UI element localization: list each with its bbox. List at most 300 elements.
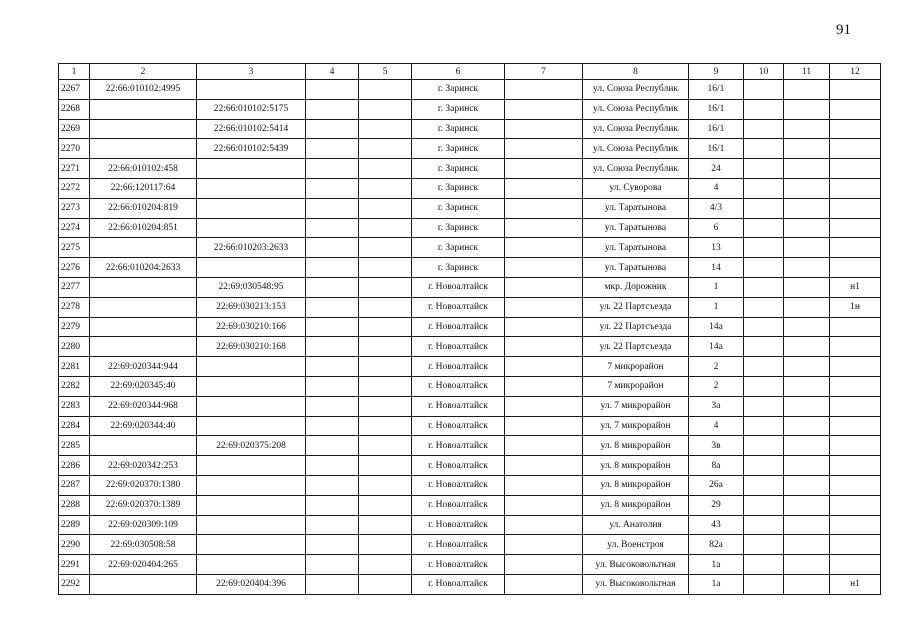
street-cell: ул. Союза Республик [583, 80, 689, 100]
row-number-cell: 2274 [59, 218, 90, 238]
cadastral-number-alt-cell [197, 495, 306, 515]
empty-cell [784, 376, 830, 396]
empty-cell [359, 159, 412, 179]
cadastral-number-cell [90, 99, 197, 119]
column-header: 2 [90, 64, 197, 80]
house-number-cell: 82а [689, 535, 744, 555]
empty-cell [306, 218, 359, 238]
row-number-cell: 2290 [59, 535, 90, 555]
city-cell: г. Заринск [412, 119, 505, 139]
row-number-cell: 2280 [59, 337, 90, 357]
column-header: 7 [505, 64, 583, 80]
house-number-cell: 1 [689, 297, 744, 317]
empty-cell [784, 159, 830, 179]
empty-cell [359, 218, 412, 238]
column-header: 5 [359, 64, 412, 80]
cadastral-number-alt-cell: 22:66:010203:2633 [197, 238, 306, 258]
row-number-cell: 2288 [59, 495, 90, 515]
empty-cell [306, 178, 359, 198]
street-cell: 7 микрорайон [583, 376, 689, 396]
city-cell: г. Заринск [412, 218, 505, 238]
column-header: 11 [784, 64, 830, 80]
house-number-cell: 4/3 [689, 198, 744, 218]
cadastral-number-alt-cell: 22:69:020404:396 [197, 574, 306, 594]
row-number-cell: 2281 [59, 357, 90, 377]
cadastral-number-alt-cell: 22:69:020375:208 [197, 436, 306, 456]
street-cell: ул. 8 микрорайон [583, 436, 689, 456]
row-number-cell: 2279 [59, 317, 90, 337]
empty-cell [784, 297, 830, 317]
empty-cell [306, 416, 359, 436]
empty-cell [744, 555, 784, 575]
row-number-cell: 2270 [59, 139, 90, 159]
empty-cell [306, 535, 359, 555]
house-number-cell: 1а [689, 574, 744, 594]
cadastral-number-alt-cell [197, 535, 306, 555]
house-number-cell: 29 [689, 495, 744, 515]
empty-cell [784, 495, 830, 515]
city-cell: г. Заринск [412, 159, 505, 179]
cadastral-number-alt-cell [197, 515, 306, 535]
street-cell: ул. Таратынова [583, 198, 689, 218]
premises-note-cell [830, 218, 881, 238]
city-cell: г. Новоалтайск [412, 436, 505, 456]
empty-cell [744, 416, 784, 436]
empty-cell [359, 317, 412, 337]
column-header: 6 [412, 64, 505, 80]
premises-note-cell [830, 159, 881, 179]
cadastral-number-cell [90, 277, 197, 297]
cadastral-number-cell: 22:69:030508:58 [90, 535, 197, 555]
premises-note-cell [830, 456, 881, 476]
cadastral-number-cell: 22:69:020370:1380 [90, 475, 197, 495]
table-row [59, 337, 881, 357]
row-number-cell: 2292 [59, 574, 90, 594]
premises-note-cell [830, 198, 881, 218]
street-cell: ул. 22 Партсъезда [583, 317, 689, 337]
city-cell: г. Заринск [412, 198, 505, 218]
row-number-cell: 2269 [59, 119, 90, 139]
street-cell: мкр. Дорожник [583, 277, 689, 297]
row-number-cell: 2283 [59, 396, 90, 416]
cadastral-number-alt-cell [197, 396, 306, 416]
row-number-cell: 2271 [59, 159, 90, 179]
empty-cell [359, 396, 412, 416]
table-row [59, 436, 881, 456]
row-number-cell: 2276 [59, 258, 90, 278]
empty-cell [784, 475, 830, 495]
empty-cell [306, 139, 359, 159]
empty-cell [784, 396, 830, 416]
empty-cell [784, 80, 830, 100]
table-row [59, 238, 881, 258]
cadastral-number-cell: 22:66:010204:2633 [90, 258, 197, 278]
empty-cell [505, 555, 583, 575]
table-row [59, 139, 881, 159]
street-cell: ул. Суворова [583, 178, 689, 198]
empty-cell [306, 337, 359, 357]
empty-cell [359, 80, 412, 100]
cadastral-number-cell [90, 337, 197, 357]
premises-note-cell [830, 416, 881, 436]
city-cell: г. Новоалтайск [412, 574, 505, 594]
empty-cell [359, 297, 412, 317]
city-cell: г. Новоалтайск [412, 515, 505, 535]
house-number-cell: 2 [689, 357, 744, 377]
empty-cell [359, 475, 412, 495]
city-cell: г. Новоалтайск [412, 475, 505, 495]
cadastral-number-cell [90, 436, 197, 456]
cadastral-number-cell [90, 238, 197, 258]
premises-note-cell: н1 [830, 574, 881, 594]
table-row [59, 258, 881, 278]
table-row [59, 159, 881, 179]
city-cell: г. Заринск [412, 258, 505, 278]
cadastral-number-cell: 22:69:020370:1389 [90, 495, 197, 515]
empty-cell [784, 555, 830, 575]
cadastral-number-alt-cell [197, 456, 306, 476]
empty-cell [306, 277, 359, 297]
empty-cell [744, 396, 784, 416]
table-row [59, 515, 881, 535]
cadastral-number-cell [90, 119, 197, 139]
city-cell: г. Новоалтайск [412, 317, 505, 337]
cadastral-number-alt-cell: 22:69:030548:95 [197, 277, 306, 297]
house-number-cell: 1а [689, 555, 744, 575]
empty-cell [744, 297, 784, 317]
empty-cell [744, 535, 784, 555]
empty-cell [505, 139, 583, 159]
premises-note-cell [830, 80, 881, 100]
cadastral-number-cell: 22:66:010102:458 [90, 159, 197, 179]
table-row [59, 80, 881, 100]
premises-note-cell [830, 99, 881, 119]
city-cell: г. Заринск [412, 80, 505, 100]
empty-cell [784, 277, 830, 297]
street-cell: ул. Союза Республик [583, 159, 689, 179]
street-cell: ул. Союза Республик [583, 139, 689, 159]
empty-cell [505, 436, 583, 456]
cadastral-number-alt-cell [197, 198, 306, 218]
cadastral-number-cell [90, 297, 197, 317]
empty-cell [359, 198, 412, 218]
empty-cell [784, 218, 830, 238]
premises-note-cell [830, 337, 881, 357]
street-cell: ул. Союза Республик [583, 119, 689, 139]
table-row [59, 218, 881, 238]
street-cell: ул. Высоковольтная [583, 574, 689, 594]
cadastral-number-alt-cell [197, 159, 306, 179]
table-row [59, 178, 881, 198]
house-number-cell: 4 [689, 178, 744, 198]
empty-cell [505, 80, 583, 100]
street-cell: ул. Таратынова [583, 238, 689, 258]
empty-cell [784, 357, 830, 377]
empty-cell [359, 495, 412, 515]
premises-note-cell [830, 238, 881, 258]
empty-cell [784, 535, 830, 555]
empty-cell [359, 277, 412, 297]
row-number-cell: 2273 [59, 198, 90, 218]
empty-cell [306, 198, 359, 218]
empty-cell [784, 456, 830, 476]
empty-cell [784, 238, 830, 258]
cadastral-number-cell: 22:69:020344:968 [90, 396, 197, 416]
empty-cell [744, 238, 784, 258]
empty-cell [505, 238, 583, 258]
cadastral-number-cell: 22:66:010204:851 [90, 218, 197, 238]
city-cell: г. Новоалтайск [412, 297, 505, 317]
table-header-row [59, 64, 881, 80]
table-row [59, 495, 881, 515]
premises-note-cell [830, 376, 881, 396]
empty-cell [505, 515, 583, 535]
house-number-cell: 14а [689, 317, 744, 337]
table-row [59, 357, 881, 377]
house-number-cell: 26а [689, 475, 744, 495]
row-number-cell: 2275 [59, 238, 90, 258]
house-number-cell: 24 [689, 159, 744, 179]
row-number-cell: 2282 [59, 376, 90, 396]
empty-cell [744, 337, 784, 357]
house-number-cell: 6 [689, 218, 744, 238]
empty-cell [306, 495, 359, 515]
cadastral-number-cell: 22:69:020344:944 [90, 357, 197, 377]
cadastral-number-cell [90, 317, 197, 337]
empty-cell [359, 99, 412, 119]
premises-note-cell [830, 555, 881, 575]
house-number-cell: 43 [689, 515, 744, 535]
empty-cell [359, 515, 412, 535]
table-row [59, 555, 881, 575]
street-cell: ул. 22 Партсъезда [583, 337, 689, 357]
page-number: 91 [836, 22, 851, 38]
cadastral-number-cell: 22:66:010204:819 [90, 198, 197, 218]
house-number-cell: 3а [689, 396, 744, 416]
empty-cell [306, 357, 359, 377]
table-row [59, 99, 881, 119]
empty-cell [306, 436, 359, 456]
cadastral-number-cell: 22:69:020342:253 [90, 456, 197, 476]
empty-cell [505, 178, 583, 198]
premises-note-cell: н1 [830, 277, 881, 297]
city-cell: г. Заринск [412, 238, 505, 258]
premises-note-cell [830, 475, 881, 495]
empty-cell [505, 357, 583, 377]
row-number-cell: 2268 [59, 99, 90, 119]
cadastral-number-cell: 22:69:020344:40 [90, 416, 197, 436]
empty-cell [505, 119, 583, 139]
empty-cell [784, 574, 830, 594]
empty-cell [359, 456, 412, 476]
empty-cell [505, 99, 583, 119]
empty-cell [744, 376, 784, 396]
city-cell: г. Заринск [412, 178, 505, 198]
table-row [59, 456, 881, 476]
street-cell: ул. 7 микрорайон [583, 416, 689, 436]
empty-cell [505, 574, 583, 594]
empty-cell [505, 218, 583, 238]
empty-cell [359, 574, 412, 594]
row-number-cell: 2286 [59, 456, 90, 476]
house-number-cell: 16/1 [689, 119, 744, 139]
cadastral-number-alt-cell [197, 178, 306, 198]
cadastral-number-alt-cell: 22:66:010102:5439 [197, 139, 306, 159]
house-number-cell: 13 [689, 238, 744, 258]
city-cell: г. Новоалтайск [412, 495, 505, 515]
street-cell: ул. 8 микрорайон [583, 456, 689, 476]
empty-cell [359, 376, 412, 396]
cadastral-number-alt-cell [197, 357, 306, 377]
empty-cell [505, 258, 583, 278]
house-number-cell: 14а [689, 337, 744, 357]
cadastral-number-alt-cell [197, 218, 306, 238]
street-cell: ул. Таратынова [583, 218, 689, 238]
table-row [59, 475, 881, 495]
premises-note-cell [830, 495, 881, 515]
house-number-cell: 16/1 [689, 99, 744, 119]
empty-cell [505, 535, 583, 555]
empty-cell [306, 376, 359, 396]
city-cell: г. Новоалтайск [412, 555, 505, 575]
empty-cell [306, 258, 359, 278]
empty-cell [306, 119, 359, 139]
empty-cell [306, 396, 359, 416]
empty-cell [744, 277, 784, 297]
premises-note-cell: 1н [830, 297, 881, 317]
street-cell: ул. Анатолия [583, 515, 689, 535]
empty-cell [359, 436, 412, 456]
street-cell: ул. Таратынова [583, 258, 689, 278]
empty-cell [744, 80, 784, 100]
table-row [59, 317, 881, 337]
house-number-cell: 3в [689, 436, 744, 456]
empty-cell [744, 218, 784, 238]
empty-cell [306, 515, 359, 535]
empty-cell [359, 416, 412, 436]
empty-cell [744, 436, 784, 456]
cadastral-number-cell: 22:69:020309:109 [90, 515, 197, 535]
premises-note-cell [830, 436, 881, 456]
empty-cell [784, 139, 830, 159]
row-number-cell: 2284 [59, 416, 90, 436]
cadastral-number-cell: 22:69:020404:265 [90, 555, 197, 575]
empty-cell [744, 574, 784, 594]
house-number-cell: 14 [689, 258, 744, 278]
empty-cell [359, 238, 412, 258]
table-row [59, 277, 881, 297]
empty-cell [744, 198, 784, 218]
empty-cell [784, 436, 830, 456]
house-number-cell: 1 [689, 277, 744, 297]
empty-cell [505, 495, 583, 515]
registry-table [58, 63, 881, 595]
table-row [59, 376, 881, 396]
table-row [59, 119, 881, 139]
cadastral-number-alt-cell: 22:69:030210:168 [197, 337, 306, 357]
column-header: 3 [197, 64, 306, 80]
empty-cell [744, 317, 784, 337]
empty-cell [306, 317, 359, 337]
table-row [59, 416, 881, 436]
city-cell: г. Новоалтайск [412, 396, 505, 416]
empty-cell [505, 376, 583, 396]
city-cell: г. Новоалтайск [412, 456, 505, 476]
table-row [59, 535, 881, 555]
row-number-cell: 2278 [59, 297, 90, 317]
empty-cell [784, 416, 830, 436]
row-number-cell: 2285 [59, 436, 90, 456]
table-row [59, 297, 881, 317]
empty-cell [744, 119, 784, 139]
row-number-cell: 2289 [59, 515, 90, 535]
column-header: 4 [306, 64, 359, 80]
cadastral-number-cell: 22:66:120117:64 [90, 178, 197, 198]
street-cell: ул. Военстроя [583, 535, 689, 555]
row-number-cell: 2272 [59, 178, 90, 198]
cadastral-number-alt-cell: 22:66:010102:5175 [197, 99, 306, 119]
city-cell: г. Новоалтайск [412, 357, 505, 377]
table-row [59, 396, 881, 416]
premises-note-cell [830, 515, 881, 535]
empty-cell [744, 139, 784, 159]
cadastral-number-alt-cell [197, 80, 306, 100]
empty-cell [359, 119, 412, 139]
cadastral-number-cell: 22:66:010102:4995 [90, 80, 197, 100]
city-cell: г. Заринск [412, 99, 505, 119]
empty-cell [306, 80, 359, 100]
empty-cell [505, 416, 583, 436]
empty-cell [784, 258, 830, 278]
empty-cell [744, 456, 784, 476]
empty-cell [744, 515, 784, 535]
empty-cell [784, 198, 830, 218]
street-cell: ул. 7 микрорайон [583, 396, 689, 416]
empty-cell [359, 178, 412, 198]
column-header: 1 [59, 64, 90, 80]
cadastral-number-alt-cell [197, 376, 306, 396]
empty-cell [359, 535, 412, 555]
premises-note-cell [830, 317, 881, 337]
cadastral-number-alt-cell [197, 416, 306, 436]
empty-cell [306, 456, 359, 476]
house-number-cell: 8а [689, 456, 744, 476]
empty-cell [505, 317, 583, 337]
empty-cell [359, 555, 412, 575]
premises-note-cell [830, 258, 881, 278]
house-number-cell: 4 [689, 416, 744, 436]
row-number-cell: 2287 [59, 475, 90, 495]
empty-cell [306, 238, 359, 258]
column-header: 12 [830, 64, 881, 80]
empty-cell [505, 159, 583, 179]
cadastral-number-alt-cell: 22:66:010102:5414 [197, 119, 306, 139]
row-number-cell: 2291 [59, 555, 90, 575]
street-cell: ул. Союза Республик [583, 99, 689, 119]
column-header: 9 [689, 64, 744, 80]
street-cell: ул. Высоковольтная [583, 555, 689, 575]
empty-cell [784, 99, 830, 119]
cadastral-number-alt-cell [197, 258, 306, 278]
table-row [59, 574, 881, 594]
premises-note-cell [830, 396, 881, 416]
empty-cell [359, 258, 412, 278]
row-number-cell: 2267 [59, 80, 90, 100]
empty-cell [306, 475, 359, 495]
empty-cell [784, 515, 830, 535]
empty-cell [784, 178, 830, 198]
premises-note-cell [830, 535, 881, 555]
